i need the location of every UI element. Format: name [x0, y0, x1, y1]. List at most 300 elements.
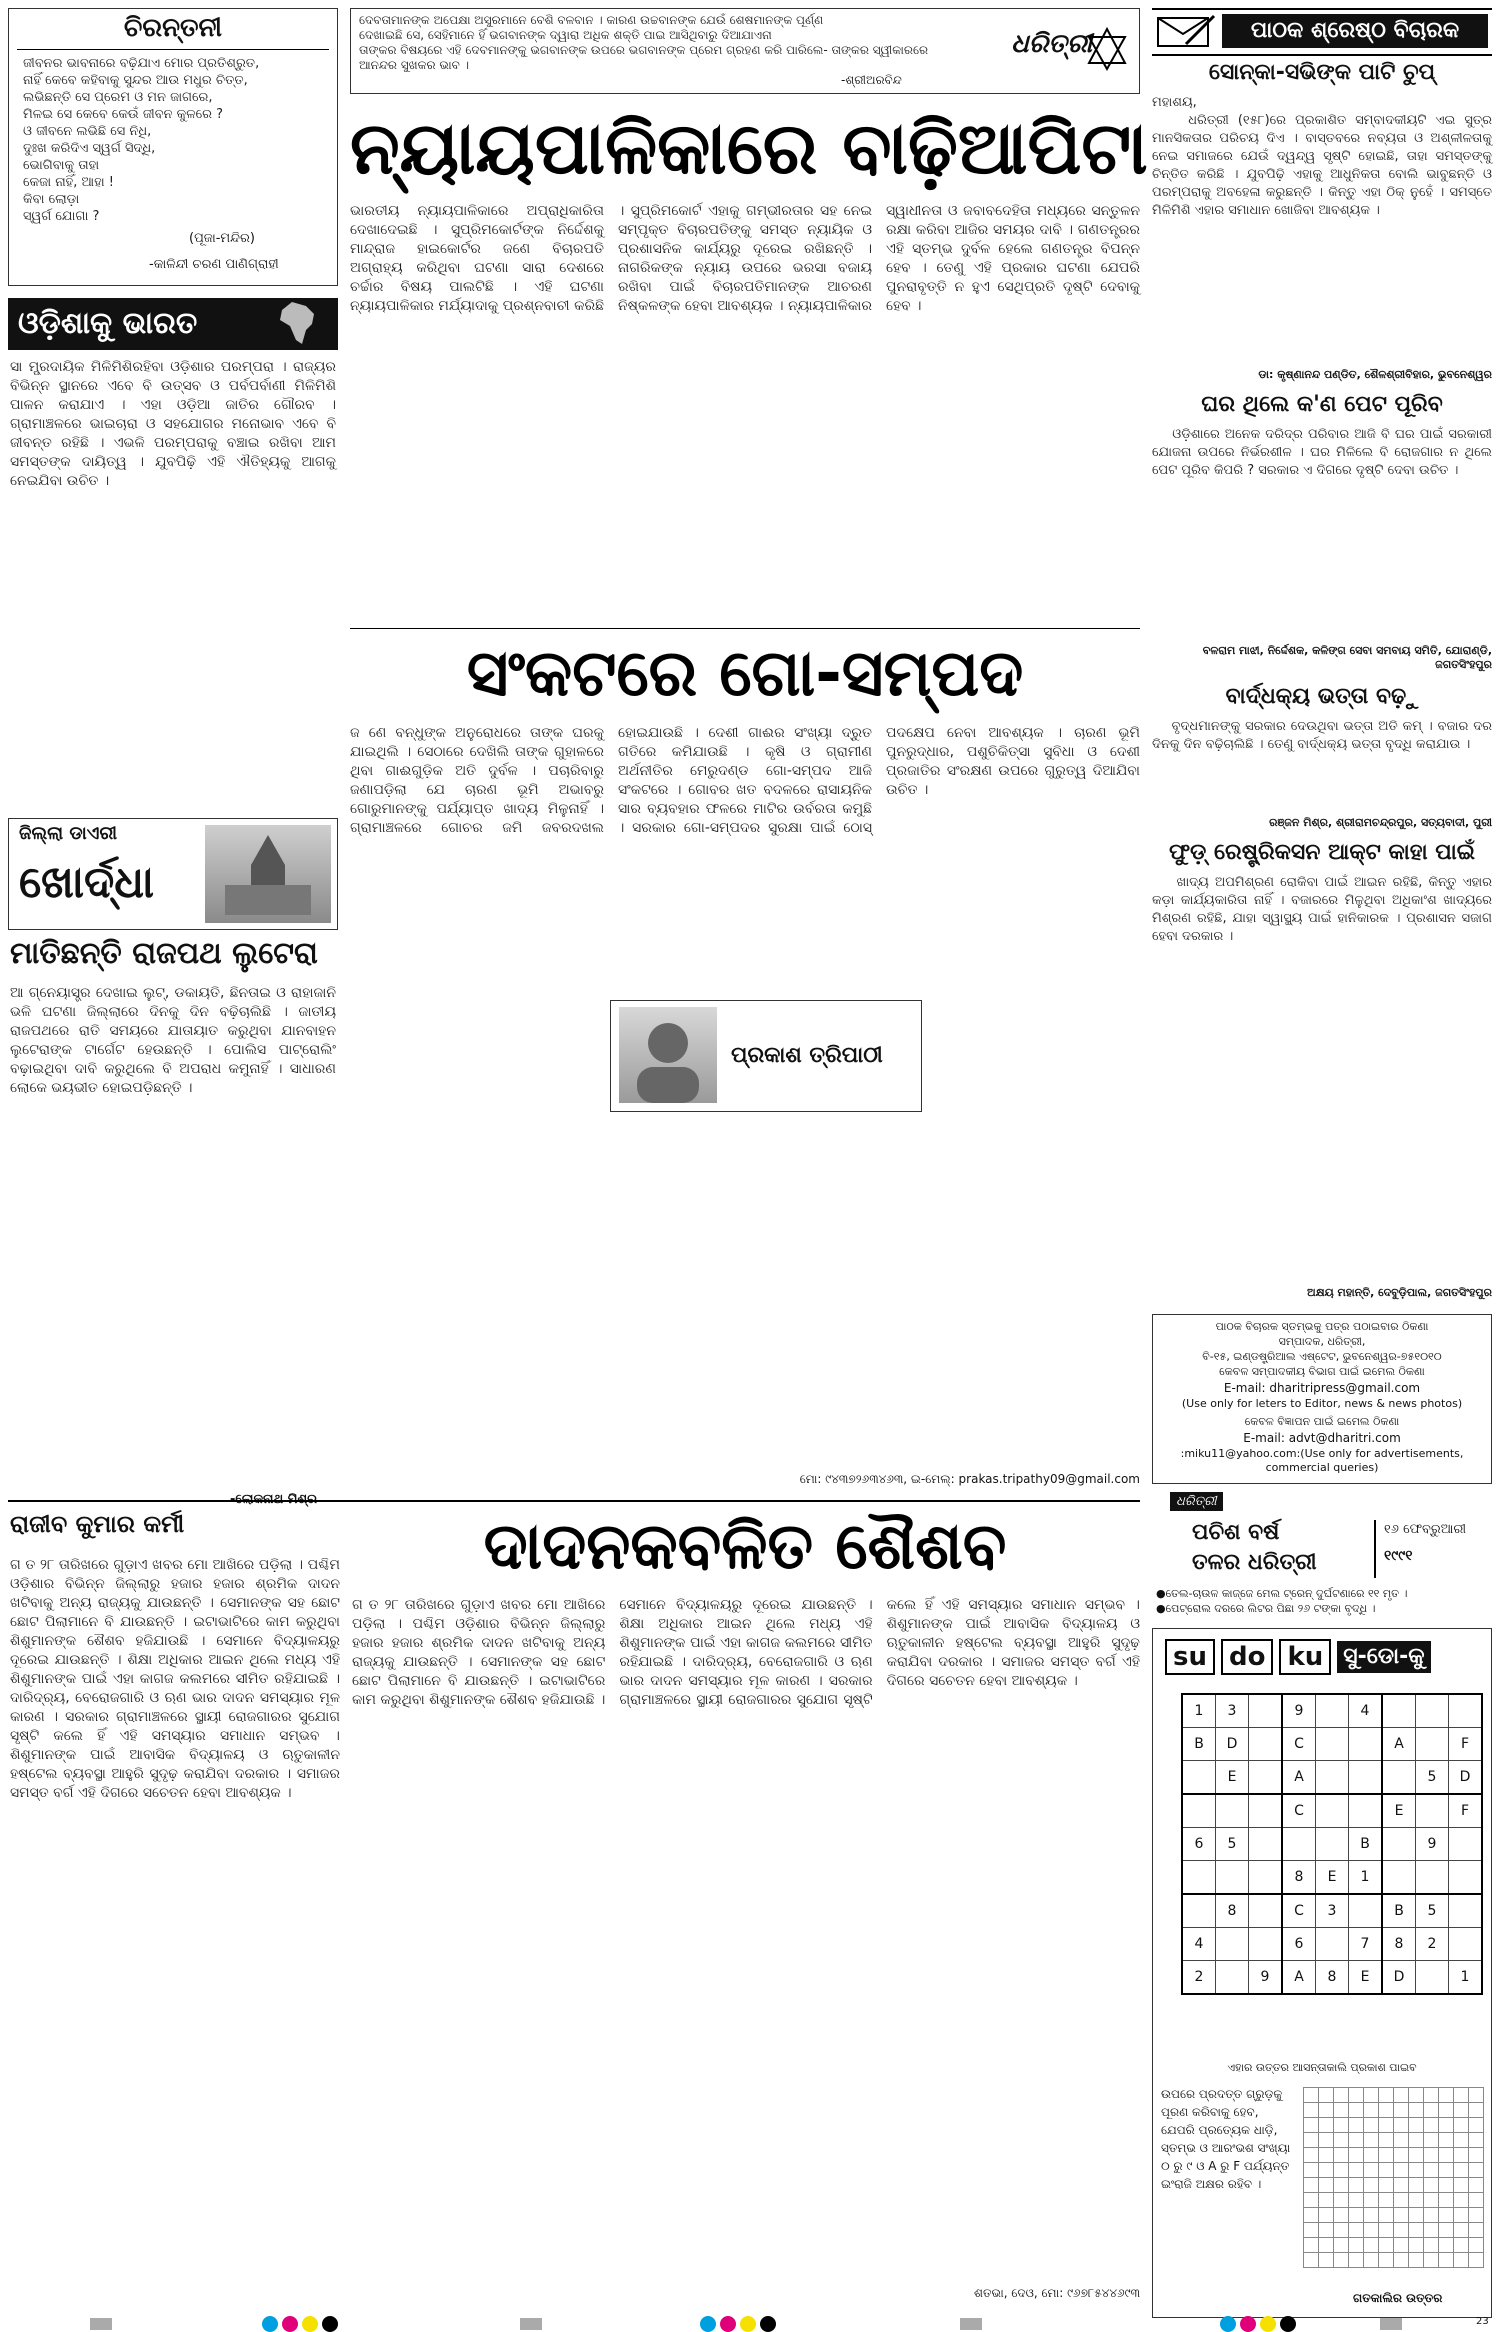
solution-cell: [1454, 2088, 1469, 2103]
sudoku-cell: B: [1382, 1894, 1416, 1928]
sudoku-cell: 7: [1349, 1928, 1383, 1961]
solution-cell: [1334, 2133, 1349, 2148]
sudoku-cell: [1349, 1728, 1383, 1761]
solution-cell: [1304, 2253, 1319, 2268]
solution-cell: [1364, 2103, 1379, 2118]
solution-cell: [1454, 2148, 1469, 2163]
sudoku-cell: D: [1449, 1761, 1483, 1795]
solution-cell: [1439, 2103, 1454, 2118]
sudoku-cell: F: [1449, 1794, 1483, 1828]
sudoku-cell: 5: [1416, 1761, 1449, 1795]
solution-cell: [1409, 2178, 1424, 2193]
district-headline: ମାତିଛନ୍ତି ରାଜପଥ ଲୁଟେରା: [10, 936, 318, 971]
sudoku-cell: [1382, 1694, 1416, 1728]
solution-cell: [1379, 2133, 1394, 2148]
letter-heading: ଫୁଡ଼୍ ରେଷ୍ଟ୍ରିକସନ ଆକ୍ଟ କାହା ପାଇଁ: [1168, 840, 1476, 865]
sudoku-cell: 8: [1316, 1961, 1349, 1995]
solution-cell: [1364, 2118, 1379, 2133]
sudoku-cell: [1416, 1794, 1449, 1828]
solution-cell: [1439, 2133, 1454, 2148]
temple-icon: [205, 825, 331, 923]
solution-cell: [1364, 2238, 1379, 2253]
sudoku-cell: [1382, 1861, 1416, 1895]
solution-cell: [1379, 2253, 1394, 2268]
letter-body: ମହାଶୟ, ଧରିତ୍ରୀ (୧୫୮)ରେ ପ୍ରକାଶିତ ସମ୍ବାଦକୀୟଟି ଏଇ ସୁତ୍ର ମାନସିକତାର ପରିଚୟ ଦିଏ । ବାସ୍ତବରେ ନବ୍ୟତା ଓ ଅଶ୍ଳୀଳତାକୁ ନେଇ ସମାଜରେ ଯେଉଁ ଦ୍ୱନ୍ଦ୍ୱ ସୃଷ୍ଟି ହୋଇଛି, ତାହା ସମସ୍ତଙ୍କୁ ଚିନ୍ତିତ କରିଛି । ଯୁବପିଢ଼ି ଏହାକୁ ଆଧୁନିକତା ବୋଲି ଭାବୁଛନ୍ତି ଓ ପରମ୍ପରାକୁ ଅବହେଳା କରୁଛନ୍ତି । କିନ୍ତୁ ଏହା ଠିକ୍ ନୁହେଁ । ସମସ୍ତେ ମିଳିମିଶି ଏହାର ସମାଧାନ ଖୋଜିବା ଆବଶ୍ୟକ ।: [1152, 95, 1493, 218]
solution-cell: [1394, 2193, 1409, 2208]
author-photo: [619, 1007, 717, 1103]
sudoku-title-su: su: [1165, 1639, 1215, 1675]
solution-cell: [1334, 2178, 1349, 2193]
sudoku-cell: 3: [1316, 1894, 1349, 1928]
history-label-2: ତଳର ଧରିତ୍ରୀ: [1192, 1550, 1317, 1575]
solution-cell: [1364, 2193, 1379, 2208]
history-box: [1152, 1492, 1492, 1622]
sudoku-cell: [1182, 1794, 1216, 1828]
sudoku-cell: 5: [1416, 1894, 1449, 1928]
solution-cell: [1424, 2133, 1439, 2148]
contact-intro-advt: କେବଳ ବିଜ୍ଞାପନ ପାଇଁ ଇମେଲ ଠିକଣା: [1244, 1415, 1400, 1428]
solution-cell: [1364, 2253, 1379, 2268]
solution-cell: [1394, 2253, 1409, 2268]
poem-title: ଚିରନ୍ତନୀ: [123, 13, 223, 43]
poem-author: -କାଳିନ୍ଦୀ ଚରଣ ପାଣିଗ୍ରାହୀ: [149, 257, 279, 272]
sudoku-cell: 9: [1249, 1961, 1283, 1995]
sudoku-cell: [1282, 1828, 1316, 1861]
sudoku-cell: [1416, 1694, 1449, 1728]
solution-cell: [1334, 2103, 1349, 2118]
solution-cell: [1439, 2223, 1454, 2238]
sudoku-cell: 5: [1216, 1828, 1249, 1861]
solution-cell: [1454, 2133, 1469, 2148]
sudoku-cell: 1: [1449, 1961, 1483, 1995]
sudoku-cell: [1349, 1794, 1383, 1828]
masthead-logo: ଧରିତ୍ରୀ: [1011, 29, 1093, 59]
solution-cell: [1304, 2103, 1319, 2118]
sudoku-cell: E: [1349, 1961, 1383, 1995]
solution-cell: [1379, 2103, 1394, 2118]
poem-source: (ପୂଜା-ମନ୍ଦିର): [189, 231, 255, 246]
sudoku-cell: 1: [1182, 1694, 1216, 1728]
sudoku-title: [1165, 1639, 1431, 1675]
sudoku-cell: D: [1216, 1728, 1249, 1761]
solution-cell: [1409, 2103, 1424, 2118]
solution-cell: [1469, 2238, 1484, 2253]
sudoku-cell: [1249, 1928, 1283, 1961]
solution-cell: [1349, 2133, 1364, 2148]
letter-signature: ଅକ୍ଷୟ ମହାନ୍ତି, ଦେବୁଡ଼ିପାଲ, ଜଗତସିଂହପୁର: [1307, 1286, 1492, 1299]
solution-cell: [1424, 2163, 1439, 2178]
solution-cell: [1364, 2088, 1379, 2103]
solution-cell: [1349, 2088, 1364, 2103]
sudoku-grid-wrap: [1181, 1693, 1483, 1995]
sudoku-cell: [1382, 1761, 1416, 1795]
solution-cell: [1349, 2148, 1364, 2163]
solution-cell: [1379, 2118, 1394, 2133]
solution-cell: [1319, 2133, 1334, 2148]
solution-cell: [1469, 2193, 1484, 2208]
solution-cell: [1319, 2253, 1334, 2268]
envelope-icon: [1156, 14, 1216, 50]
solution-cell: [1379, 2178, 1394, 2193]
solution-cell: [1319, 2148, 1334, 2163]
solution-cell: [1319, 2208, 1334, 2223]
solution-cell: [1454, 2223, 1469, 2238]
sudoku-cell: [1216, 1961, 1249, 1995]
odisha-body: ସା ମ୍ପ୍ରଦାୟିକ ମିଳିମିଶିରହିବା ଓଡ଼ିଶାର ପରମ୍ପରା । ରାଜ୍ୟର ବିଭିନ୍ନ ସ୍ଥାନରେ ଏବେ ବି ଉତ୍ସବ ଓ ପର୍ବପର୍ବାଣୀ ମିଳିମିଶି ପାଳନ କରାଯାଏ । ଏହା ଓଡ଼ିଆ ଜାତିର ଗୌରବ । ଗ୍ରାମାଞ୍ଚଳରେ ଭାଇଚାରା ଓ ସହଯୋଗର ମନୋଭାବ ଏବେ ବି ଜୀବନ୍ତ ରହିଛି । ଏଭଳି ପରମ୍ପରାକୁ ବଞ୍ଚାଇ ରଖିବା ଆମ ସମସ୍ତଙ୍କ ଦାୟିତ୍ୱ । ଯୁବପିଢ଼ି ଏହି ଐତିହ୍ୟକୁ ଆଗକୁ ନେଇଯିବା ଉଚିତ ।: [10, 359, 341, 489]
solution-cell: [1349, 2253, 1364, 2268]
lead-article-body: ଭାରତୀୟ ନ୍ୟାୟପାଳିକାରେ ଅପ୍ରାଧିକାରିତା ଦେଖାଦେଇଛି । ସୁପ୍ରିମକୋର୍ଟଙ୍କ ନିର୍ଦ୍ଦେଶକୁ ମାନ୍ଦ୍ରାଜ ହାଇକୋର୍ଟର ଜଣେ ବିଚାରପତି ଅଗ୍ରାହ୍ୟ କରିଥିବା ଘଟଣା ସାରା ଦେଶରେ ଚର୍ଚ୍ଚାର ବିଷୟ ପାଲଟିଛି । ଏହି ଘଟଣା ନ୍ୟାୟପାଳିକାର ମର୍ଯ୍ୟାଦାକୁ ପ୍ରଶ୍ନବାଚୀ କରିଛି । ସୁପ୍ରିମକୋର୍ଟ ଏହାକୁ ଗମ୍ଭୀରତାର ସହ ନେଇ ସମ୍ପୃକ୍ତ ବିଚାରପତିଙ୍କୁ ସମସ୍ତ ନ୍ୟାୟିକ ଓ ପ୍ରଶାସନିକ କାର୍ଯ୍ୟରୁ ଦୂରେଇ ରଖିଛନ୍ତି । ନାଗରିକଙ୍କ ନ୍ୟାୟ ଉପରେ ଭରସା ବଜାୟ ରଖିବା ପାଇଁ ବିଚାରପତିମାନଙ୍କ ଆଚରଣ ନିଷ୍କଳଙ୍କ ହେବା ଆବଶ୍ୟକ । ନ୍ୟାୟପାଳିକାର ସ୍ୱାଧୀନତା ଓ ଜବାବଦେହିତା ମଧ୍ୟରେ ସନ୍ତୁଳନ ରକ୍ଷା କରିବା ଆଜିର ସମୟର ଦାବି । ଗଣତନ୍ତ୍ରର ଏହି ସ୍ତମ୍ଭ ଦୁର୍ବଳ ହେଲେ ଗଣତନ୍ତ୍ର ବିପନ୍ନ ହେବ । ତେଣୁ ଏହି ପ୍ରକାର ଘଟଣା ଯେପରି ପୁନରାବୃତ୍ତି ନ ହୁଏ ସେଥିପ୍ରତି ଦୃଷ୍ଟି ଦେବାକୁ ହେବ ।: [350, 203, 1145, 314]
contact-box: [1152, 1314, 1492, 1484]
solution-cell: [1424, 2148, 1439, 2163]
solution-cell: [1334, 2238, 1349, 2253]
solution-cell: [1439, 2253, 1454, 2268]
solution-cell: [1454, 2163, 1469, 2178]
sudoku-cell: 8: [1282, 1861, 1316, 1895]
sudoku-title-ku: ku: [1279, 1639, 1331, 1675]
sudoku-cell: E: [1316, 1861, 1349, 1895]
history-date-box: [1374, 1520, 1486, 1578]
solution-cell: [1379, 2223, 1394, 2238]
sudoku-cell: [1182, 1894, 1216, 1928]
second-article-body: ଜ ଣେ ବନ୍ଧୁଙ୍କ ଅନୁରୋଧରେ ତାଙ୍କ ଘରକୁ ଯାଇଥିଲି । ସେଠାରେ ଦେଖିଲି ତାଙ୍କ ଗୁହାଳରେ ଥିବା ଗାଈଗୁଡ଼ିକ ଅତି ଦୁର୍ବଳ । ପଚାରିବାରୁ ଜଣାପଡ଼ିଲା ଯେ ଚାରଣ ଭୂମି ଅଭାବରୁ ଗୋରୁମାନଙ୍କୁ ପର୍ଯ୍ୟାପ୍ତ ଖାଦ୍ୟ ମିଳୁନାହିଁ । ଗ୍ରାମାଞ୍ଚଳରେ ଗୋଚର ଜମି ଜବରଦଖଲ ହୋଇଯାଉଛି । ଦେଶୀ ଗାଈର ସଂଖ୍ୟା ଦ୍ରୁତ ଗତିରେ କମିଯାଉଛି । କୃଷି ଓ ଗ୍ରାମୀଣ ଅର୍ଥନୀତିର ମେରୁଦଣ୍ଡ ଗୋ-ସମ୍ପଦ ଆଜି ସଂକଟରେ । ଗୋବର ଖତ ବଦଳରେ ରାସାୟନିକ ସାର ବ୍ୟବହାର ଫଳରେ ମାଟିର ଉର୍ବରତା କମୁଛି । ସରକାର ଗୋ-ସମ୍ପଦର ସୁରକ୍ଷା ପାଇଁ ଠୋସ୍ ପଦକ୍ଷେପ ନେବା ଆବଶ୍ୟକ । ଚାରଣ ଭୂମି ପୁନରୁଦ୍ଧାର, ପଶୁଚିକିତ୍ସା ସୁବିଧା ଓ ଦେଶୀ ପ୍ରଜାତିର ସଂରକ୍ଷଣ ଉପରେ ଗୁରୁତ୍ୱ ଦିଆଯିବା ଉଚିତ ।: [350, 725, 1145, 836]
solution-cell: [1334, 2088, 1349, 2103]
solution-cell: [1409, 2193, 1424, 2208]
sudoku-cell: C: [1282, 1728, 1316, 1761]
sudoku-title-do: do: [1221, 1639, 1273, 1675]
solution-cell: [1364, 2133, 1379, 2148]
sudoku-cell: [1449, 1894, 1483, 1928]
solution-cell: [1409, 2088, 1424, 2103]
sudoku-cell: [1216, 1861, 1249, 1895]
history-label-1: ପଚିଶ ବର୍ଷ: [1192, 1520, 1280, 1545]
sudoku-cell: [1316, 1828, 1349, 1861]
sudoku-cell: [1316, 1794, 1349, 1828]
quote-text: ଦେବତାମାନଙ୍କ ଅପେକ୍ଷା ଅସୁରମାନେ ବେଶି ବଳବାନ । କାରଣ ଉଚ୍ଚବାନଙ୍କ ଯେଉଁ ଶେଷମାନଙ୍କ ପୂର୍ଣ୍ଣ ଦେଖାଇଛି ସେ, ସେହିମାନେ ହିଁ ଭଗବାନଙ୍କ ଦ୍ୱାରା ଅଧିକ ଶକ୍ତି ପାଇ ଆସିଥିବାରୁ ଦିଆଯାଏନା ତାଙ୍କର ବିଷୟରେ ଏହି ଦେବମାନଙ୍କୁ ଭଗବାନଙ୍କ ଉପରେ ଭଗବାନଙ୍କ ପ୍ରେମ ଗ୍ରହଣ କରି ପାରିଲେ- ତାଙ୍କର ସ୍ୱୀକାରରେ ଆନନ୍ଦର ସୁଖକର ଭାବ ।: [359, 13, 929, 72]
solution-cell: [1454, 2193, 1469, 2208]
letter-body: ବୃଦ୍ଧମାନଙ୍କୁ ସରକାର ଦେଉଥିବା ଭତ୍ତା ଅତି କମ୍ । ବଜାର ଦର ଦିନକୁ ଦିନ ବଢ଼ିଚାଲିଛି । ତେଣୁ ବାର୍ଦ୍ଧକ୍ୟ ଭତ୍ତା ବୃଦ୍ଧି କରାଯାଉ ।: [1152, 719, 1497, 752]
solution-cell: [1409, 2148, 1424, 2163]
solution-cell: [1394, 2163, 1409, 2178]
solution-cell: [1304, 2178, 1319, 2193]
district-diary-header: [8, 818, 338, 930]
solution-cell: [1424, 2238, 1439, 2253]
solution-cell: [1424, 2223, 1439, 2238]
solution-cell: [1469, 2148, 1484, 2163]
solution-cell: [1424, 2253, 1439, 2268]
solution-cell: [1379, 2193, 1394, 2208]
solution-cell: [1439, 2193, 1454, 2208]
letter-body: ଓଡ଼ିଶାରେ ଅନେକ ଦରିଦ୍ର ପରିବାର ଆଜି ବି ଘର ପାଇଁ ସରକାରୀ ଯୋଜନା ଉପରେ ନିର୍ଭରଶୀଳ । ଘର ମିଳିଲେ ବି ରୋଜଗାର ନ ଥିଲେ ପେଟ ପୂରିବ କିପରି ? ସରକାର ଏ ଦିଗରେ ଦୃଷ୍ଟି ଦେବା ଉଚିତ ।: [1152, 427, 1497, 478]
odisha-banner-title: ଓଡ଼ିଶାକୁ ଭାରତ: [18, 306, 198, 341]
solution-cell: [1349, 2238, 1364, 2253]
solution-cell: [1469, 2253, 1484, 2268]
solution-cell: [1439, 2148, 1454, 2163]
sudoku-cell: C: [1282, 1894, 1316, 1928]
sudoku-rules: ଉପରେ ପ୍ରଦତ୍ତ ଗ୍ରୁଡ଼କୁ ପୂରଣ କରିବାକୁ ହେବ, ଯେପରି ପ୍ରତ୍ୟେକ ଧାଡ଼ି, ସ୍ତମ୍ଭ ଓ ଆରଂଭଶ ସଂଖ୍ୟା ୦ ରୁ ୯ ଓ A ରୁ F ପର୍ଯ୍ୟନ୍ତ ଇଂରାଜି ଅକ୍ଷର ରହିବ ।: [1161, 2087, 1291, 2191]
letter-heading: ଘର ଥିଲେ କ'ଣ ପେଟ ପୂରିବ: [1201, 392, 1443, 417]
solution-cell: [1409, 2118, 1424, 2133]
letter-signature: ରଞ୍ଜନ ମିଶ୍ର, ଶ୍ରୀରାମଚନ୍ଦ୍ରପୁର, ସତ୍ୟବାଦୀ, ପୁରୀ: [1269, 816, 1492, 829]
sudoku-cell: [1182, 1761, 1216, 1795]
sudoku-box: [1152, 1628, 1492, 2318]
solution-cell: [1319, 2193, 1334, 2208]
sudoku-cell: 4: [1182, 1928, 1216, 1961]
sudoku-cell: [1249, 1728, 1283, 1761]
sudoku-solution-label: ଗତକାଲିର ଉତ୍ତର: [1353, 2291, 1443, 2305]
sudoku-cell: E: [1216, 1761, 1249, 1795]
sudoku-cell: [1349, 1761, 1383, 1795]
third-article-body-cont: ଗ ତ ୨୮ ତାରିଖରେ ଗୁଡ଼ାଏ ଖବର ମୋ ଆଖିରେ ପଡ଼ିଲା । ପଶ୍ଚିମ ଓଡ଼ିଶାର ବିଭିନ୍ନ ଜିଲ୍ଲାରୁ ହଜାର ହଜାର ଶ୍ରମିକ ଦାଦନ ଖଟିବାକୁ ଅନ୍ୟ ରାଜ୍ୟକୁ ଯାଉଛନ୍ତି । ସେମାନଙ୍କ ସହ ଛୋଟ ଛୋଟ ପିଲାମାନେ ବି ଯାଉଛନ୍ତି । ଇଟାଭାଟିରେ କାମ କରୁଥିବା ଶିଶୁମାନଙ୍କ ଶୈଶବ ହଜିଯାଉଛି । ସେମାନେ ବିଦ୍ୟାଳୟରୁ ଦୂରେଇ ଯାଉଛନ୍ତି । ଶିକ୍ଷା ଅଧିକାର ଆଇନ ଥିଲେ ମଧ୍ୟ ଏହି ଶିଶୁମାନଙ୍କ ପାଇଁ ଏହା କାଗଜ କଲମରେ ସୀମିତ ରହିଯାଇଛି । ଦାରିଦ୍ର୍ୟ, ବେରୋଜଗାରି ଓ ଋଣ ଭାର ଦାଦନ ସମସ୍ୟାର ମୂଳ କାରଣ । ସରକାର ଗ୍ରାମାଞ୍ଚଳରେ ସ୍ଥାୟୀ ରୋଜଗାରର ସୁଯୋଗ ସୃଷ୍ଟି କଲେ ହିଁ ଏହି ସମସ୍ୟାର ସମାଧାନ ସମ୍ଭବ । ଶିଶୁମାନଙ୍କ ପାଇଁ ଆବାସିକ ବିଦ୍ୟାଳୟ ଓ ଋତୁକାଳୀନ ହଷ୍ଟେଲ ବ୍ୟବସ୍ଥା ଆହୁରି ସୁଦୃଢ଼ କରାଯିବା ଦରକାର । ସମାଜର ସମସ୍ତ ବର୍ଗ ଏହି ଦିଗରେ ସଚେତନ ହେବା ଆବଶ୍ୟକ ।: [352, 1597, 1145, 1708]
sudoku-cell: 8: [1216, 1894, 1249, 1928]
second-article-contact: ମୋ: ୯୪୩୭୨୬୩୪୬୩, ଇ-ମେଲ୍: prakas.tripathy09@gmail.com: [799, 1472, 1140, 1486]
solution-cell: [1454, 2253, 1469, 2268]
sudoku-cell: 9: [1282, 1694, 1316, 1728]
sudoku-cell: A: [1282, 1961, 1316, 1995]
solution-cell: [1469, 2133, 1484, 2148]
contact-email-editor[interactable]: E-mail: dharitripress@gmail.com: [1223, 1381, 1421, 1395]
sudoku-cell: D: [1382, 1961, 1416, 1995]
sudoku-cell: [1449, 1861, 1483, 1895]
solution-cell: [1319, 2178, 1334, 2193]
letter-body: ଖାଦ୍ୟ ଅପମିଶ୍ରଣ ରୋକିବା ପାଇଁ ଆଇନ ରହିଛି, କିନ୍ତୁ ଏହାର କଡ଼ା କାର୍ଯ୍ୟକାରିତା ନାହିଁ । ବଜାରରେ ମିଳୁଥିବା ଅଧିକାଂଶ ଖାଦ୍ୟରେ ମିଶ୍ରଣ ରହିଛି, ଯାହା ସ୍ୱାସ୍ଥ୍ୟ ପାଇଁ ହାନିକାରକ । ପ୍ରଶାସନ ସଜାଗ ହେବା ଦରକାର ।: [1152, 875, 1497, 944]
solution-cell: [1454, 2178, 1469, 2193]
odisha-banner: [8, 298, 338, 350]
letter-heading: ସୋନ୍‌କା-ସଭିଙ୍କ ପାଟି ଚୁପ୍: [1208, 60, 1436, 85]
solution-cell: [1319, 2088, 1334, 2103]
sudoku-cell: 8: [1382, 1928, 1416, 1961]
sudoku-cell: 2: [1416, 1928, 1449, 1961]
sudoku-cell: [1416, 1728, 1449, 1761]
solution-cell: [1364, 2178, 1379, 2193]
solution-cell: [1364, 2208, 1379, 2223]
sudoku-cell: F: [1449, 1728, 1483, 1761]
solution-cell: [1364, 2148, 1379, 2163]
quote-box: [350, 8, 1140, 94]
solution-cell: [1304, 2238, 1319, 2253]
poem-text: ଜୀବନର ଭାବନାରେ ବଢ଼ିଯାଏ ମୋର ପ୍ରତିଶ୍ରୁତ, ନାହିଁ କେବେ କହିବାକୁ ସୁନ୍ଦର ଆଉ ମଧୁର ଚିତ୍ତ, ଲଭିଛନ୍ତି ସେ ପ୍ରେମ ଓ ମନ ଜାଗରେ, ମିଳଇ ସେ କେବେ କେଉଁ ଜୀବନ କୁଳରେ ? ଓ ଜୀବନେ ଲଭିଛି ସେ ନିଧି, ଦୁଃଖ କରିଦିଏ ସ୍ୱର୍ଗ ସିଦ୍ଧି, ଭୋଗିବାକୁ ତାହା କେଜା ନାହିଁ, ଆହା ! କିବା ଲୋଡ଼ା ସ୍ୱର୍ଗ ଯୋଗା ?: [23, 56, 260, 224]
history-items: ●ତେଲ-ଚାଉଳ କାଜ୍ଜେ ମେଲ ଟ୍ରେନ୍ ଦୁର୍ଘଟଣାରେ ୧୧ ମୃତ । ●ପେଟ୍ରୋଲ ଦରରେ ଲିଟର ପିଛା ୨୬ ଟଙ୍କା ବୃଦ୍ଧି ।: [1156, 1587, 1408, 1615]
solution-cell: [1304, 2118, 1319, 2133]
solution-cell: [1334, 2223, 1349, 2238]
solution-cell: [1319, 2238, 1334, 2253]
sudoku-cell: 6: [1182, 1828, 1216, 1861]
sudoku-solution-wrap: [1303, 2087, 1484, 2268]
solution-cell: [1304, 2223, 1319, 2238]
solution-cell: [1424, 2088, 1439, 2103]
solution-cell: [1424, 2208, 1439, 2223]
solution-cell: [1409, 2163, 1424, 2178]
solution-cell: [1394, 2223, 1409, 2238]
solution-cell: [1379, 2088, 1394, 2103]
sudoku-cell: [1416, 1961, 1449, 1995]
solution-cell: [1469, 2208, 1484, 2223]
sudoku-cell: 4: [1349, 1694, 1383, 1728]
solution-cell: [1304, 2193, 1319, 2208]
solution-cell: [1394, 2103, 1409, 2118]
solution-cell: [1349, 2103, 1364, 2118]
solution-cell: [1379, 2208, 1394, 2223]
letter-signature: ବଳରାମ ମାଝୀ, ନିର୍ଦ୍ଦେଶକ, କଳିଙ୍ଗ ସେବା ସମବାୟ ସମିତି, ଯୋରାଣ୍ଡି, ଜଗତସିଂହପୁର: [1202, 644, 1492, 671]
sudoku-cell: C: [1282, 1794, 1316, 1828]
history-date-1: ୧୬ ଫେବ୍ରୁଆରୀ: [1384, 1522, 1467, 1537]
solution-cell: [1439, 2088, 1454, 2103]
sudoku-cell: [1216, 1928, 1249, 1961]
sudoku-cell: [1216, 1794, 1249, 1828]
sudoku-cell: [1416, 1861, 1449, 1895]
solution-cell: [1319, 2103, 1334, 2118]
solution-cell: [1469, 2163, 1484, 2178]
sudoku-cell: [1382, 1828, 1416, 1861]
third-headline: ଦାଦନକବଳିତ ଶୈଶବ: [483, 1510, 1007, 1584]
solution-cell: [1469, 2103, 1484, 2118]
sudoku-cell: [1249, 1761, 1283, 1795]
sudoku-solution-grid: [1303, 2087, 1484, 2268]
solution-cell: [1394, 2148, 1409, 2163]
sudoku-cell: [1316, 1694, 1349, 1728]
sudoku-cell: A: [1282, 1761, 1316, 1795]
sudoku-cell: 6: [1282, 1928, 1316, 1961]
solution-cell: [1394, 2118, 1409, 2133]
page-number: 23: [1476, 2316, 1489, 2327]
solution-cell: [1349, 2178, 1364, 2193]
solution-cell: [1334, 2193, 1349, 2208]
contact-email-advt[interactable]: E-mail: advt@dharitri.com: [1243, 1431, 1401, 1445]
star-emblem-icon: [1085, 27, 1129, 71]
solution-cell: [1424, 2193, 1439, 2208]
sudoku-cell: [1249, 1894, 1283, 1928]
solution-cell: [1439, 2238, 1454, 2253]
main-headline: ନ୍ୟାୟପାଳିକାରେ ବାଢ଼ିଆପିଟା: [350, 106, 1148, 190]
history-logo: ଧରିତ୍ରୀ: [1170, 1492, 1223, 1511]
solution-cell: [1394, 2088, 1409, 2103]
sudoku-cell: [1182, 1861, 1216, 1895]
solution-cell: [1469, 2223, 1484, 2238]
solution-cell: [1379, 2148, 1394, 2163]
sudoku-cell: [1316, 1728, 1349, 1761]
solution-cell: [1454, 2103, 1469, 2118]
solution-cell: [1349, 2118, 1364, 2133]
solution-cell: [1319, 2118, 1334, 2133]
solution-cell: [1409, 2238, 1424, 2253]
solution-cell: [1454, 2238, 1469, 2253]
district-diary-label: ଜିଲ୍ଲା ଡାଏରୀ: [19, 823, 118, 844]
solution-cell: [1469, 2178, 1484, 2193]
readers-header: [1152, 8, 1492, 56]
author-photo-box: [610, 1000, 922, 1112]
solution-cell: [1349, 2163, 1364, 2178]
letter-heading: ବାର୍ଦ୍ଧକ୍ୟ ଭତ୍ତା ବଢ଼ୁ: [1225, 684, 1419, 709]
solution-cell: [1304, 2148, 1319, 2163]
second-headline: ସଂକଟରେ ଗୋ-ସମ୍ପଦ: [466, 637, 1024, 711]
solution-cell: [1409, 2208, 1424, 2223]
solution-cell: [1379, 2163, 1394, 2178]
temple-image: [205, 825, 331, 923]
letter-signature: ଡା: କୃଷ୍ଣାନନ୍ଦ ପଣ୍ଡିତ, ଶୈଳଶ୍ରୀବିହାର, ଭୁବନେଶ୍ୱର: [1258, 368, 1492, 381]
solution-cell: [1349, 2208, 1364, 2223]
solution-cell: [1469, 2118, 1484, 2133]
history-date-2: ୧୯୯୧: [1384, 1548, 1413, 1564]
solution-cell: [1334, 2208, 1349, 2223]
quote-author: -ଶ୍ରୀଅରବିନ୍ଦ: [841, 73, 902, 87]
sudoku-grid: [1181, 1693, 1483, 1995]
sudoku-cell: 3: [1216, 1694, 1249, 1728]
solution-cell: [1334, 2148, 1349, 2163]
solution-cell: [1424, 2118, 1439, 2133]
sudoku-cell: A: [1382, 1728, 1416, 1761]
solution-cell: [1424, 2178, 1439, 2193]
solution-cell: [1334, 2163, 1349, 2178]
india-map-icon: [272, 300, 328, 348]
solution-cell: [1439, 2208, 1454, 2223]
sudoku-cell: [1249, 1794, 1283, 1828]
contact-note-editor: (Use only for leters to Editor, news & news photos): [1181, 1397, 1463, 1410]
sudoku-cell: [1249, 1694, 1283, 1728]
solution-cell: [1394, 2178, 1409, 2193]
sudoku-cell: 2: [1182, 1961, 1216, 1995]
second-article-author: ପ୍ରକାଶ ତ୍ରିପାଠୀ: [731, 1043, 883, 1068]
sudoku-cell: 9: [1416, 1828, 1449, 1861]
sudoku-cell: [1249, 1861, 1283, 1895]
solution-cell: [1349, 2193, 1364, 2208]
sudoku-cell: B: [1349, 1828, 1383, 1861]
solution-cell: [1349, 2223, 1364, 2238]
third-article-contact: ଶତଭା, ଦେଓ, ମୋ: ୯୬୭୮୫୪୪୬୯୩: [974, 2286, 1140, 2300]
solution-cell: [1454, 2118, 1469, 2133]
sudoku-caption: ଏହାର ଉତ୍ତର ଆସନ୍ତାକାଲି ପ୍ରକାଶ ପାଇବ: [1227, 2061, 1417, 2074]
solution-cell: [1439, 2118, 1454, 2133]
solution-cell: [1469, 2088, 1484, 2103]
contact-email-advt-2[interactable]: :miku11@yahoo.com:(Use only for advertisements, commercial queries): [1180, 1447, 1464, 1474]
solution-cell: [1409, 2253, 1424, 2268]
solution-cell: [1304, 2208, 1319, 2223]
solution-cell: [1319, 2223, 1334, 2238]
district-name: ଖୋର୍ଦ୍ଧା: [19, 857, 155, 908]
poem-box: [8, 8, 338, 286]
solution-cell: [1394, 2238, 1409, 2253]
contact-intro: ପାଠକ ବିଚାରକ ସ୍ତମ୍ଭକୁ ପତ୍ର ପଠାଇବାର ଠିକଣା ସମ୍ପାଦକ, ଧରିତ୍ରୀ, ବି-୧୫, ଇଣ୍ଡଷ୍ଟ୍ରିଆଲ ଏଷ୍ଟେଟ, ଭୁବନେଶ୍ୱର-୭୫୧୦୧୦ କେବଳ ସମ୍ପାଦକୀୟ ବିଭାଗ ପାଇଁ ଇମେଲ ଠିକଣା: [1202, 1320, 1442, 1378]
solution-cell: [1364, 2223, 1379, 2238]
sudoku-title-odia: ସୁ-ଡୋ-କୁ: [1337, 1641, 1430, 1673]
solution-cell: [1334, 2253, 1349, 2268]
sudoku-cell: [1449, 1928, 1483, 1961]
sudoku-cell: [1316, 1761, 1349, 1795]
solution-cell: [1334, 2118, 1349, 2133]
solution-cell: [1304, 2133, 1319, 2148]
sudoku-cell: E: [1382, 1794, 1416, 1828]
solution-cell: [1424, 2103, 1439, 2118]
third-article-body: ଗ ତ ୨୮ ତାରିଖରେ ଗୁଡ଼ାଏ ଖବର ମୋ ଆଖିରେ ପଡ଼ିଲା । ପଶ୍ଚିମ ଓଡ଼ିଶାର ବିଭିନ୍ନ ଜିଲ୍ଲାରୁ ହଜାର ହଜାର ଶ୍ରମିକ ଦାଦନ ଖଟିବାକୁ ଅନ୍ୟ ରାଜ୍ୟକୁ ଯାଉଛନ୍ତି । ସେମାନଙ୍କ ସହ ଛୋଟ ଛୋଟ ପିଲାମାନେ ବି ଯାଉଛନ୍ତି । ଇଟାଭାଟିରେ କାମ କରୁଥିବା ଶିଶୁମାନଙ୍କ ଶୈଶବ ହଜିଯାଉଛି । ସେମାନେ ବିଦ୍ୟାଳୟରୁ ଦୂରେଇ ଯାଉଛନ୍ତି । ଶିକ୍ଷା ଅଧିକାର ଆଇନ ଥିଲେ ମଧ୍ୟ ଏହି ଶିଶୁମାନଙ୍କ ପାଇଁ ଏହା କାଗଜ କଲମରେ ସୀମିତ ରହିଯାଇଛି । ଦାରିଦ୍ର୍ୟ, ବେରୋଜଗାରି ଓ ଋଣ ଭାର ଦାଦନ ସମସ୍ୟାର ମୂଳ କାରଣ । ସରକାର ଗ୍ରାମାଞ୍ଚଳରେ ସ୍ଥାୟୀ ରୋଜଗାରର ସୁଯୋଗ ସୃଷ୍ଟି କଲେ ହିଁ ଏହି ସମସ୍ୟାର ସମାଧାନ ସମ୍ଭବ । ଶିଶୁମାନଙ୍କ ପାଇଁ ଆବାସିକ ବିଦ୍ୟାଳୟ ଓ ଋତୁକାଳୀନ ହଷ୍ଟେଲ ବ୍ୟବସ୍ଥା ଆହୁରି ସୁଦୃଢ଼ କରାଯିବା ଦରକାର । ସମାଜର ସମସ୍ତ ବର୍ଗ ଏହି ଦିଗରେ ସଚେତନ ହେବା ଆବଶ୍ୟକ ।: [10, 1557, 345, 1801]
solution-cell: [1394, 2208, 1409, 2223]
sudoku-cell: [1449, 1694, 1483, 1728]
readers-section-title: ପାଠକ ଶ୍ରେଷ୍ଠ ବିଚାରକ: [1222, 14, 1488, 48]
solution-cell: [1439, 2163, 1454, 2178]
solution-cell: [1409, 2133, 1424, 2148]
solution-cell: [1409, 2223, 1424, 2238]
sudoku-cell: B: [1182, 1728, 1216, 1761]
district-body: ଆ ଗ୍ନେୟାସ୍ତ୍ର ଦେଖାଇ ଲୁଟ୍, ଡକାୟତି, ଛିନତାଇ ଓ ରାହାଜାନି ଭଳି ଘଟଣା ଜିଲ୍ଲାରେ ଦିନକୁ ଦିନ ବଢ଼ିଚାଲିଛି । ଜାତୀୟ ରାଜପଥରେ ରାତି ସମୟରେ ଯାତାୟାତ କରୁଥିବା ଯାନବାହନ ଲୁଟେରାଙ୍କ ଟାର୍ଗେଟ ହେଉଛନ୍ତି । ପୋଲିସ ପାଟ୍ରୋଲିଂ ବଢ଼ାଇଥିବା ଦାବି କରୁଥିଲେ ବି ଅପରାଧ କମୁନାହିଁ । ସାଧାରଣ ଲୋକେ ଭୟଭୀତ ହୋଇପଡ଼ିଛନ୍ତି ।: [10, 985, 341, 1096]
solution-cell: [1454, 2208, 1469, 2223]
sudoku-cell: 1: [1349, 1861, 1383, 1895]
sudoku-cell: [1249, 1828, 1283, 1861]
sudoku-cell: [1449, 1828, 1483, 1861]
solution-cell: [1364, 2163, 1379, 2178]
person-icon: [619, 1007, 717, 1103]
solution-cell: [1394, 2133, 1409, 2148]
solution-cell: [1319, 2163, 1334, 2178]
solution-cell: [1379, 2238, 1394, 2253]
solution-cell: [1304, 2163, 1319, 2178]
sudoku-cell: [1349, 1894, 1383, 1928]
